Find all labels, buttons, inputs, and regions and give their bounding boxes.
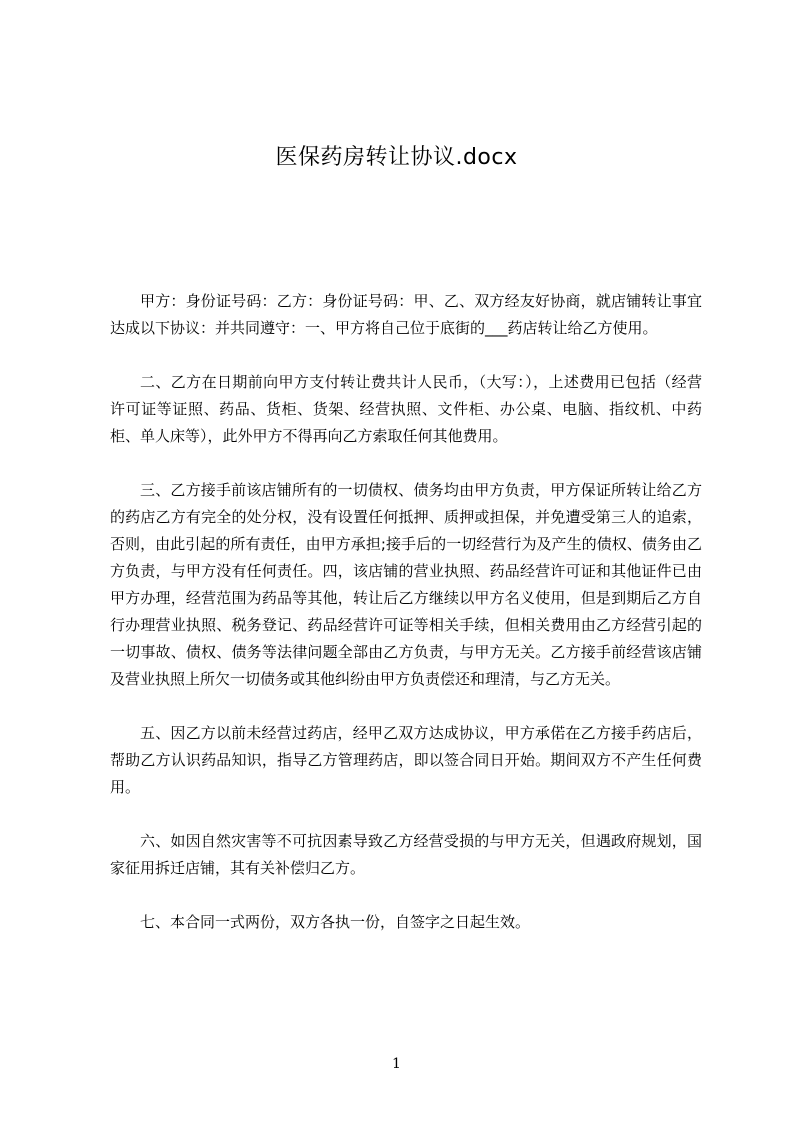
document-title: 医保药房转让协议.docx bbox=[275, 145, 518, 170]
paragraph-clause-5: 五、因乙方以前未经营过药店，经甲乙双方达成协议，甲方承偌在乙方接手药店后，帮助乙方认识药品知识，指导乙方管理药店，即以签合同日开始。期间双方不产生任何费用。 bbox=[110, 724, 702, 796]
paragraph-clause-3-4: 三、乙方接手前该店铺所有的一切债权、债务均由甲方负责，甲方保证所转让给乙方的药店乙方有完全的处分权，没有设置任何抵押、质押或担保，并免遭受第三人的追索，否则，由此引起的所有责任，由甲方承担;接手后的一切经营行为及产生的债权、债务由乙方负责，与甲方没有任何责任。四，该店铺的营业执照、药品经营许可证和其他证件已由甲方办理，经营范围为药品等其他，转让后乙方继续以甲方名义使用，但是到期后乙方自行办理营业执照、税务登记、药品经营许可证等相关手续，但相关费用由乙方经营引起的一切事故、债权、债务等法律问题全部由乙方负责，与甲方无关。乙方接手前经营该店铺及营业执照上所欠一切债务或其他纠纷由甲方负责偿还和理清，与乙方无关。 bbox=[110, 481, 702, 688]
paragraph-clause-2: 二、乙方在日期前向甲方支付转让费共计人民币，（大写：），上述费用已包括（经营许可证等证照、药品、货柜、货架、经营执照、文件柜、办公桌、电脑、指纹机、中药柜、单人床等），此外甲方不得再向乙方索取任何其他费用。 bbox=[110, 373, 702, 445]
page-number: 1 bbox=[392, 1056, 401, 1072]
paragraph-clause-6: 六、如因自然灾害等不可抗因素导致乙方经营受损的与甲方无关，但遇政府规划，国家征用拆迁店铺，其有关补偿归乙方。 bbox=[110, 832, 702, 877]
paragraph-intro: 甲方：身份证号码：乙方：身份证号码：甲、乙、双方经友好协商，就店铺转让事宜达成以下协议：并共同遵守：一、甲方将自己位于底街的___药店转让给乙方使用。 bbox=[110, 292, 702, 337]
document-body bbox=[110, 288, 702, 963]
paragraph-clause-7: 七、本合同一式两份，双方各执一份，自签字之日起生效。 bbox=[140, 913, 531, 931]
